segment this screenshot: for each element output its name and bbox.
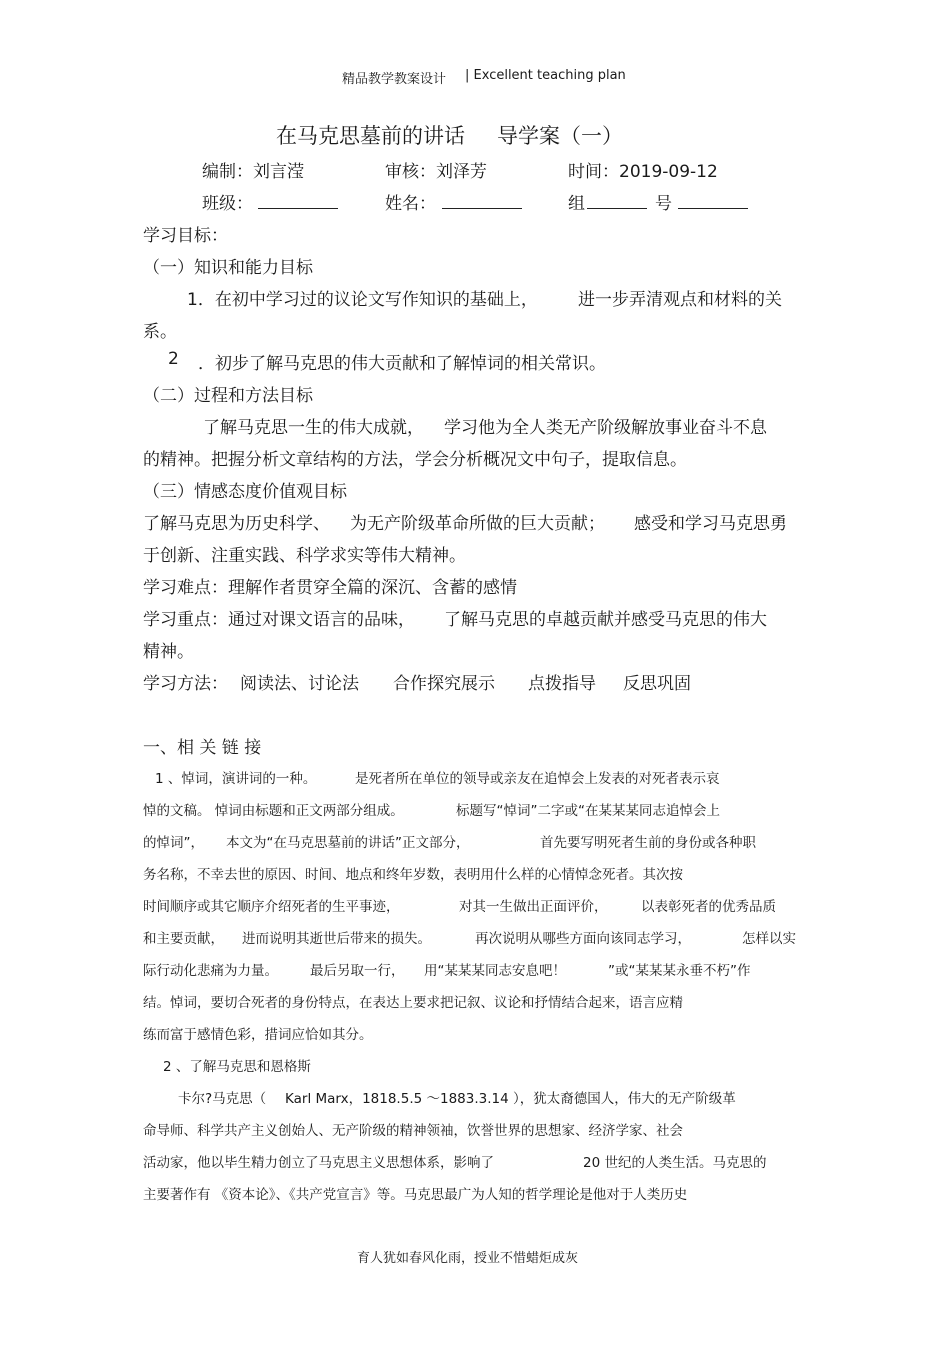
method-4: 反思巩固 <box>623 674 691 694</box>
difficulty: 学习难点：理解作者贯穿全篇的深沉、含蓄的感情 <box>143 578 517 598</box>
p1-l6d: 怎样以实 <box>742 931 796 947</box>
method-1: 阅读法、讨论法 <box>240 674 359 694</box>
method-label: 学习方法： <box>143 674 228 694</box>
goals-s1-item1-a: 1．在初中学习过的议论文写作知识的基础上， <box>187 290 538 310</box>
meta-number-label: 号 <box>655 194 672 214</box>
p1-l2a: 悼的文稿。 悼词由标题和正文两部分组成。 <box>143 803 404 819</box>
class-blank <box>258 192 338 209</box>
name-blank <box>442 192 522 209</box>
goals-s2-b: 学习他为全人类无产阶级解放事业奋斗不息 <box>444 418 767 438</box>
p1-l3b: 本文为“在马克思墓前的讲话”正文部分， <box>226 835 470 851</box>
p2-heading: 2 、了解马克思和恩格斯 <box>163 1059 311 1075</box>
p1-l7b: 最后另取一行， <box>310 963 405 979</box>
p1-l7c: 用“某某某同志安息吧！ <box>424 963 566 979</box>
method-2: 合作探究展示 <box>393 674 495 694</box>
meta-editor: 编制：刘言滢 <box>202 162 304 182</box>
goals-s1-item1-c: 系。 <box>143 322 177 342</box>
goals-s1-item2-num: 2 <box>168 349 179 369</box>
p1-l7d: ”或“某某某永垂不朽”作 <box>608 963 751 979</box>
focus-b: 了解马克思的卓越贡献并感受马克思的伟大 <box>444 610 767 630</box>
group-blank <box>587 192 647 209</box>
p1-l6a: 和主要贡献， <box>143 931 224 947</box>
p1-l3a: 的悼词”， <box>143 835 204 851</box>
goals-s2-a: 了解马克思一生的伟大成就， <box>203 418 424 438</box>
footer-motto: 育人犹如春风化雨，授业不惜蜡炬成灰 <box>357 1251 579 1266</box>
goals-heading: 学习目标： <box>143 226 228 246</box>
page-title: 在马克思墓前的讲话 <box>276 124 465 148</box>
p2-l1a: 卡尔?马克思（ <box>178 1091 267 1107</box>
p1-l3c: 首先要写明死者生前的身份或各种职 <box>540 835 756 851</box>
p2-l3b: 20 世纪的人类生活。马克思的 <box>583 1155 767 1171</box>
number-blank <box>678 192 748 209</box>
meta-group-label: 组 <box>568 194 585 214</box>
p2-l3a: 活动家，他以毕生精力创立了马克思主义思想体系，影响了 <box>143 1155 494 1171</box>
section1-heading: 一、相 关 链 接 <box>143 738 262 758</box>
goals-s3: （三）情感态度价值观目标 <box>143 482 347 502</box>
goals-s3-c: 感受和学习马克思勇 <box>634 514 787 534</box>
header-right: | Excellent teaching plan <box>465 68 626 83</box>
method-3: 点拨指导 <box>528 674 596 694</box>
goals-s1: （一）知识和能力目标 <box>143 258 313 278</box>
p2-l2: 命导师、科学共产主义创始人、无产阶级的精神领袖，饮誉世界的思想家、经济学家、社会 <box>143 1123 683 1139</box>
goals-s1-item1-b: 进一步弄清观点和材料的关 <box>578 290 782 310</box>
meta-reviewer: 审核：刘泽芳 <box>385 162 487 182</box>
p1-l6c: 再次说明从哪些方面向该同志学习， <box>475 931 691 947</box>
p1-l4: 务名称，不幸去世的原因、时间、地点和终年岁数，表明用什么样的心情悼念死者。其次按 <box>143 867 683 883</box>
p1-l2b: 标题写“悼词”二字或“在某某某同志追悼会上 <box>456 803 720 819</box>
p2-l4: 主要著作有 《资本论》、《共产党宣言》等。马克思最广为人知的哲学理论是他对于人类历史 <box>143 1187 688 1203</box>
p1-l8: 结。悼词，要切合死者的身份特点，在表达上要求把记叙、议论和抒情结合起来，语言应精 <box>143 995 683 1011</box>
p1-l6b: 进而说明其逝世后带来的损失。 <box>242 931 431 947</box>
header-left: 精品教学教案设计 <box>342 72 447 87</box>
p1-l9: 练而富于感情色彩，措词应恰如其分。 <box>143 1027 373 1043</box>
p1-l5b: 对其一生做出正面评价， <box>459 899 608 915</box>
p1-l5a: 时间顺序或其它顺序介绍死者的生平事迹， <box>143 899 400 915</box>
goals-s2: （二）过程和方法目标 <box>143 386 313 406</box>
focus-c: 精神。 <box>143 642 194 662</box>
goals-s3-b: 为无产阶级革命所做的巨大贡献； <box>350 514 605 534</box>
p1-l5c: 以表彰死者的优秀品质 <box>641 899 776 915</box>
goals-s3-d: 于创新、注重实践、科学求实等伟大精神。 <box>143 546 466 566</box>
p1-l1b: 是死者所在单位的领导或亲友在追悼会上发表的对死者表示哀 <box>355 771 720 787</box>
page-subtitle: 导学案（一） <box>497 124 623 148</box>
p2-l1b: Karl Marx，1818.5.5 ～1883.3.14 ），犹太裔德国人，伟大的无产阶级革 <box>285 1091 736 1107</box>
p1-l7a: 际行动化悲痛为力量。 <box>143 963 278 979</box>
meta-date: 时间：2019-09-12 <box>568 162 718 182</box>
goals-s2-c: 的精神。把握分析文章结构的方法，学会分析概况文中句子，提取信息。 <box>143 450 687 470</box>
meta-name-label: 姓名： <box>385 194 436 214</box>
p1-l1a: 1 、悼词，演讲词的一种。 <box>155 771 317 787</box>
focus-a: 学习重点：通过对课文语言的品味， <box>143 610 415 630</box>
goals-s1-item2: ．初步了解马克思的伟大贡献和了解悼词的相关常识。 <box>198 354 606 374</box>
goals-s3-a: 了解马克思为历史科学、 <box>143 514 330 534</box>
meta-class-label: 班级： <box>202 194 253 214</box>
